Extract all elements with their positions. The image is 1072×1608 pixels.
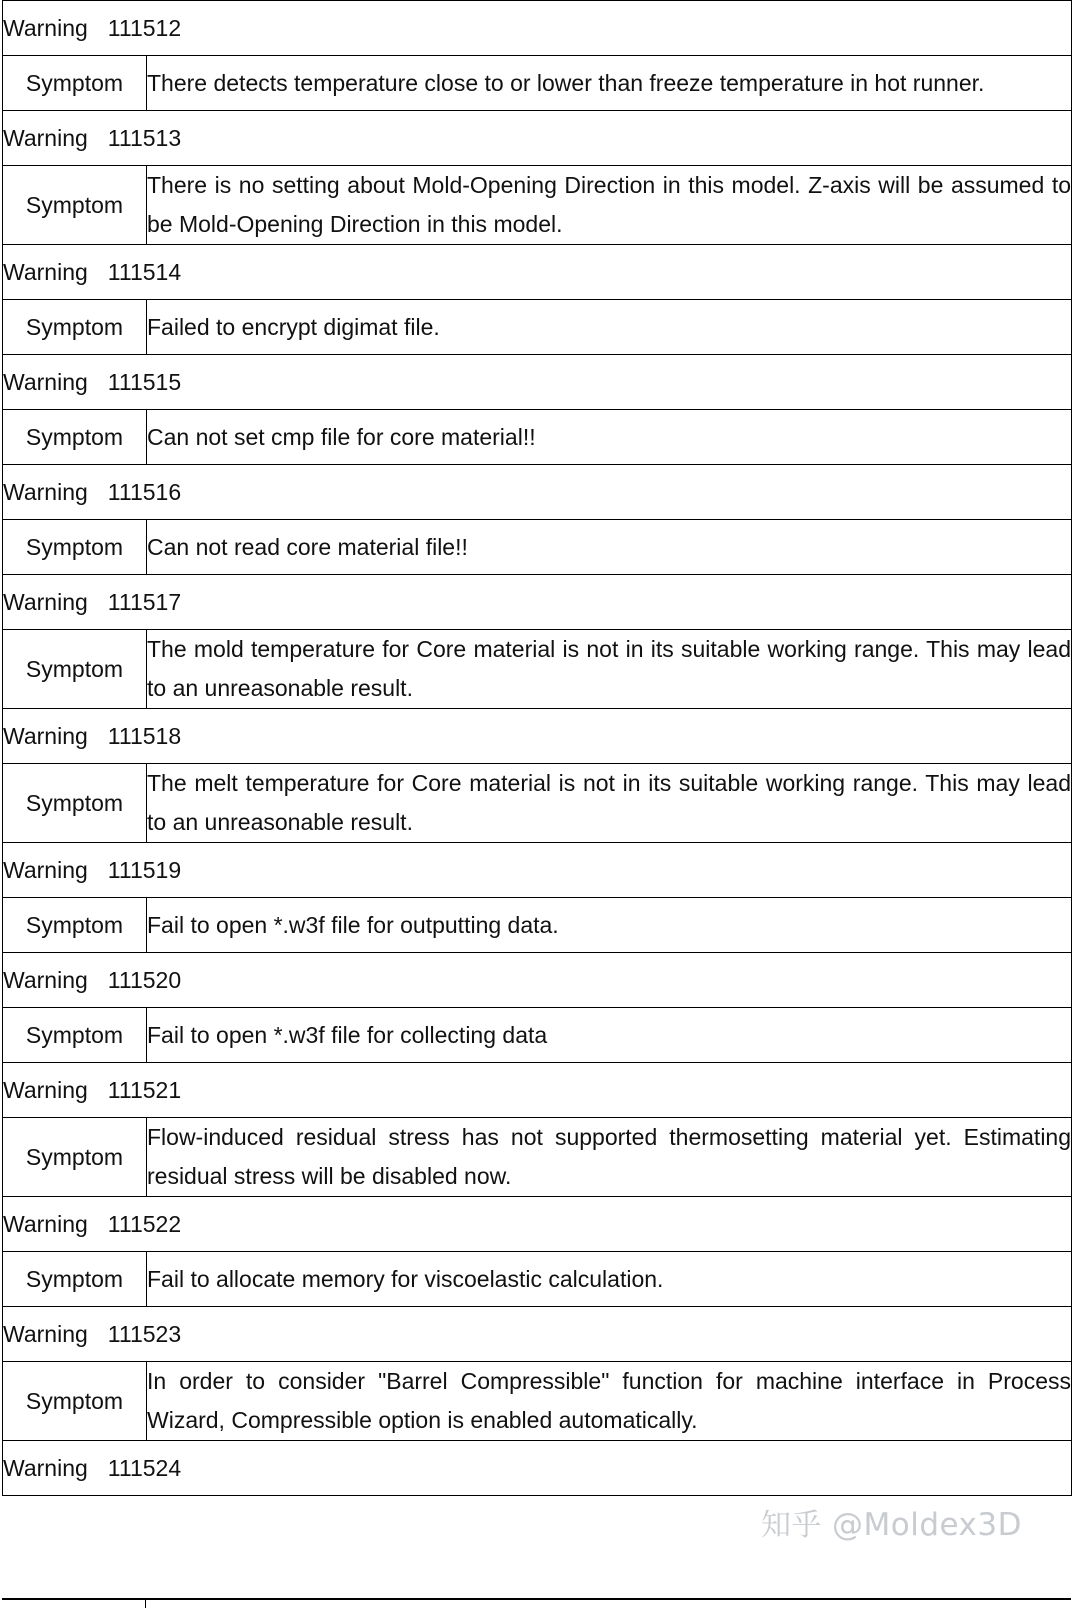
symptom-label: Symptom <box>3 1118 147 1197</box>
symptom-text: Fail to open *.w3f file for outputting data. <box>147 898 1072 953</box>
warning-label: Warning <box>3 856 88 883</box>
warning-code: 111516 <box>107 478 182 505</box>
symptom-row <box>3 630 1072 709</box>
symptom-label: Symptom <box>3 630 147 709</box>
symptom-row <box>3 56 1072 111</box>
symptom-row <box>3 898 1072 953</box>
symptom-row <box>3 1252 1072 1307</box>
warning-code: 111523 <box>107 1320 182 1347</box>
warning-label: Warning <box>3 588 88 615</box>
symptom-text: Can not set cmp file for core material!! <box>147 410 1072 465</box>
symptom-label: Symptom <box>3 410 147 465</box>
warning-code: 111520 <box>107 966 182 993</box>
warning-header <box>3 953 1072 1008</box>
warning-header <box>3 575 1072 630</box>
warning-code: 111522 <box>107 1210 182 1237</box>
symptom-label: Symptom <box>3 300 147 355</box>
warning-code: 111518 <box>107 722 182 749</box>
symptom-text: There detects temperature close to or lower than freeze temperature in hot runner. <box>147 56 1072 111</box>
warning-header <box>3 465 1072 520</box>
symptom-label: Symptom <box>3 898 147 953</box>
warning-header <box>3 111 1072 166</box>
symptom-label: Symptom <box>3 520 147 575</box>
warning-row <box>3 709 1072 764</box>
symptom-row <box>3 1118 1072 1197</box>
warning-row <box>3 843 1072 898</box>
warning-code: 111524 <box>107 1454 182 1481</box>
symptom-text: There is no setting about Mold-Opening Direction in this model. Z-axis will be assumed to be Mold-Opening Direction in this model. <box>147 166 1072 245</box>
warning-row <box>3 575 1072 630</box>
symptom-text: Can not read core material file!! <box>147 520 1072 575</box>
warning-header <box>3 1307 1072 1362</box>
warning-label: Warning <box>3 1210 88 1237</box>
symptom-label: Symptom <box>3 1362 147 1441</box>
warning-label: Warning <box>3 1076 88 1103</box>
warning-label: Warning <box>3 258 88 285</box>
symptom-row <box>3 520 1072 575</box>
warning-row <box>3 245 1072 300</box>
warning-code: 111512 <box>107 14 182 41</box>
symptom-text: Flow-induced residual stress has not supported thermosetting material yet. Estimating residual stress will be disabled now. <box>147 1118 1072 1197</box>
symptom-text: The melt temperature for Core material is not in its suitable working range. This may lead to an unreasonable result. <box>147 764 1072 843</box>
warning-row <box>3 355 1072 410</box>
warning-header <box>3 843 1072 898</box>
warning-table <box>2 0 1072 1496</box>
warning-label: Warning <box>3 124 88 151</box>
symptom-row <box>3 410 1072 465</box>
watermark <box>761 1500 1022 1544</box>
symptom-text: Fail to open *.w3f file for collecting data <box>147 1008 1072 1063</box>
warning-header <box>3 245 1072 300</box>
warning-code: 111513 <box>107 124 182 151</box>
watermark-zh: 知乎 <box>761 1508 823 1543</box>
watermark-handle: @Moldex3D <box>832 1507 1022 1543</box>
symptom-row <box>3 166 1072 245</box>
symptom-label: Symptom <box>3 764 147 843</box>
warning-code: 111517 <box>107 588 182 615</box>
symptom-label: Symptom <box>3 166 147 245</box>
warning-label: Warning <box>3 966 88 993</box>
warning-header <box>3 1063 1072 1118</box>
warning-code: 111515 <box>107 368 182 395</box>
warning-code: 111514 <box>107 258 182 285</box>
symptom-text: Fail to allocate memory for viscoelastic calculation. <box>147 1252 1072 1307</box>
warning-header <box>3 355 1072 410</box>
warning-row <box>3 1307 1072 1362</box>
symptom-text: Failed to encrypt digimat file. <box>147 300 1072 355</box>
warning-row <box>3 465 1072 520</box>
warning-header <box>3 1441 1072 1496</box>
column-divider <box>145 1600 146 1608</box>
warning-code: 111519 <box>107 856 182 883</box>
table-continuation <box>2 1598 1071 1608</box>
symptom-text: In order to consider "Barrel Compressible" function for machine interface in Process Wizard, Compressible option is enabled automatically. <box>147 1362 1072 1441</box>
symptom-text: The mold temperature for Core material is not in its suitable working range. This may lead to an unreasonable result. <box>147 630 1072 709</box>
warning-row <box>3 953 1072 1008</box>
warning-header <box>3 709 1072 764</box>
warning-code: 111521 <box>107 1076 182 1103</box>
warning-label: Warning <box>3 1454 88 1481</box>
symptom-label: Symptom <box>3 1008 147 1063</box>
symptom-row <box>3 300 1072 355</box>
warning-label: Warning <box>3 478 88 505</box>
warning-header <box>3 1197 1072 1252</box>
warning-row <box>3 1197 1072 1252</box>
symptom-label: Symptom <box>3 1252 147 1307</box>
warning-label: Warning <box>3 368 88 395</box>
symptom-row <box>3 1362 1072 1441</box>
warning-label: Warning <box>3 722 88 749</box>
warning-label: Warning <box>3 14 88 41</box>
warning-row <box>3 1 1072 56</box>
warning-header <box>3 1 1072 56</box>
warning-row <box>3 111 1072 166</box>
symptom-row <box>3 764 1072 843</box>
warning-row <box>3 1441 1072 1496</box>
warning-row <box>3 1063 1072 1118</box>
warning-label: Warning <box>3 1320 88 1347</box>
symptom-row <box>3 1008 1072 1063</box>
symptom-label: Symptom <box>3 56 147 111</box>
